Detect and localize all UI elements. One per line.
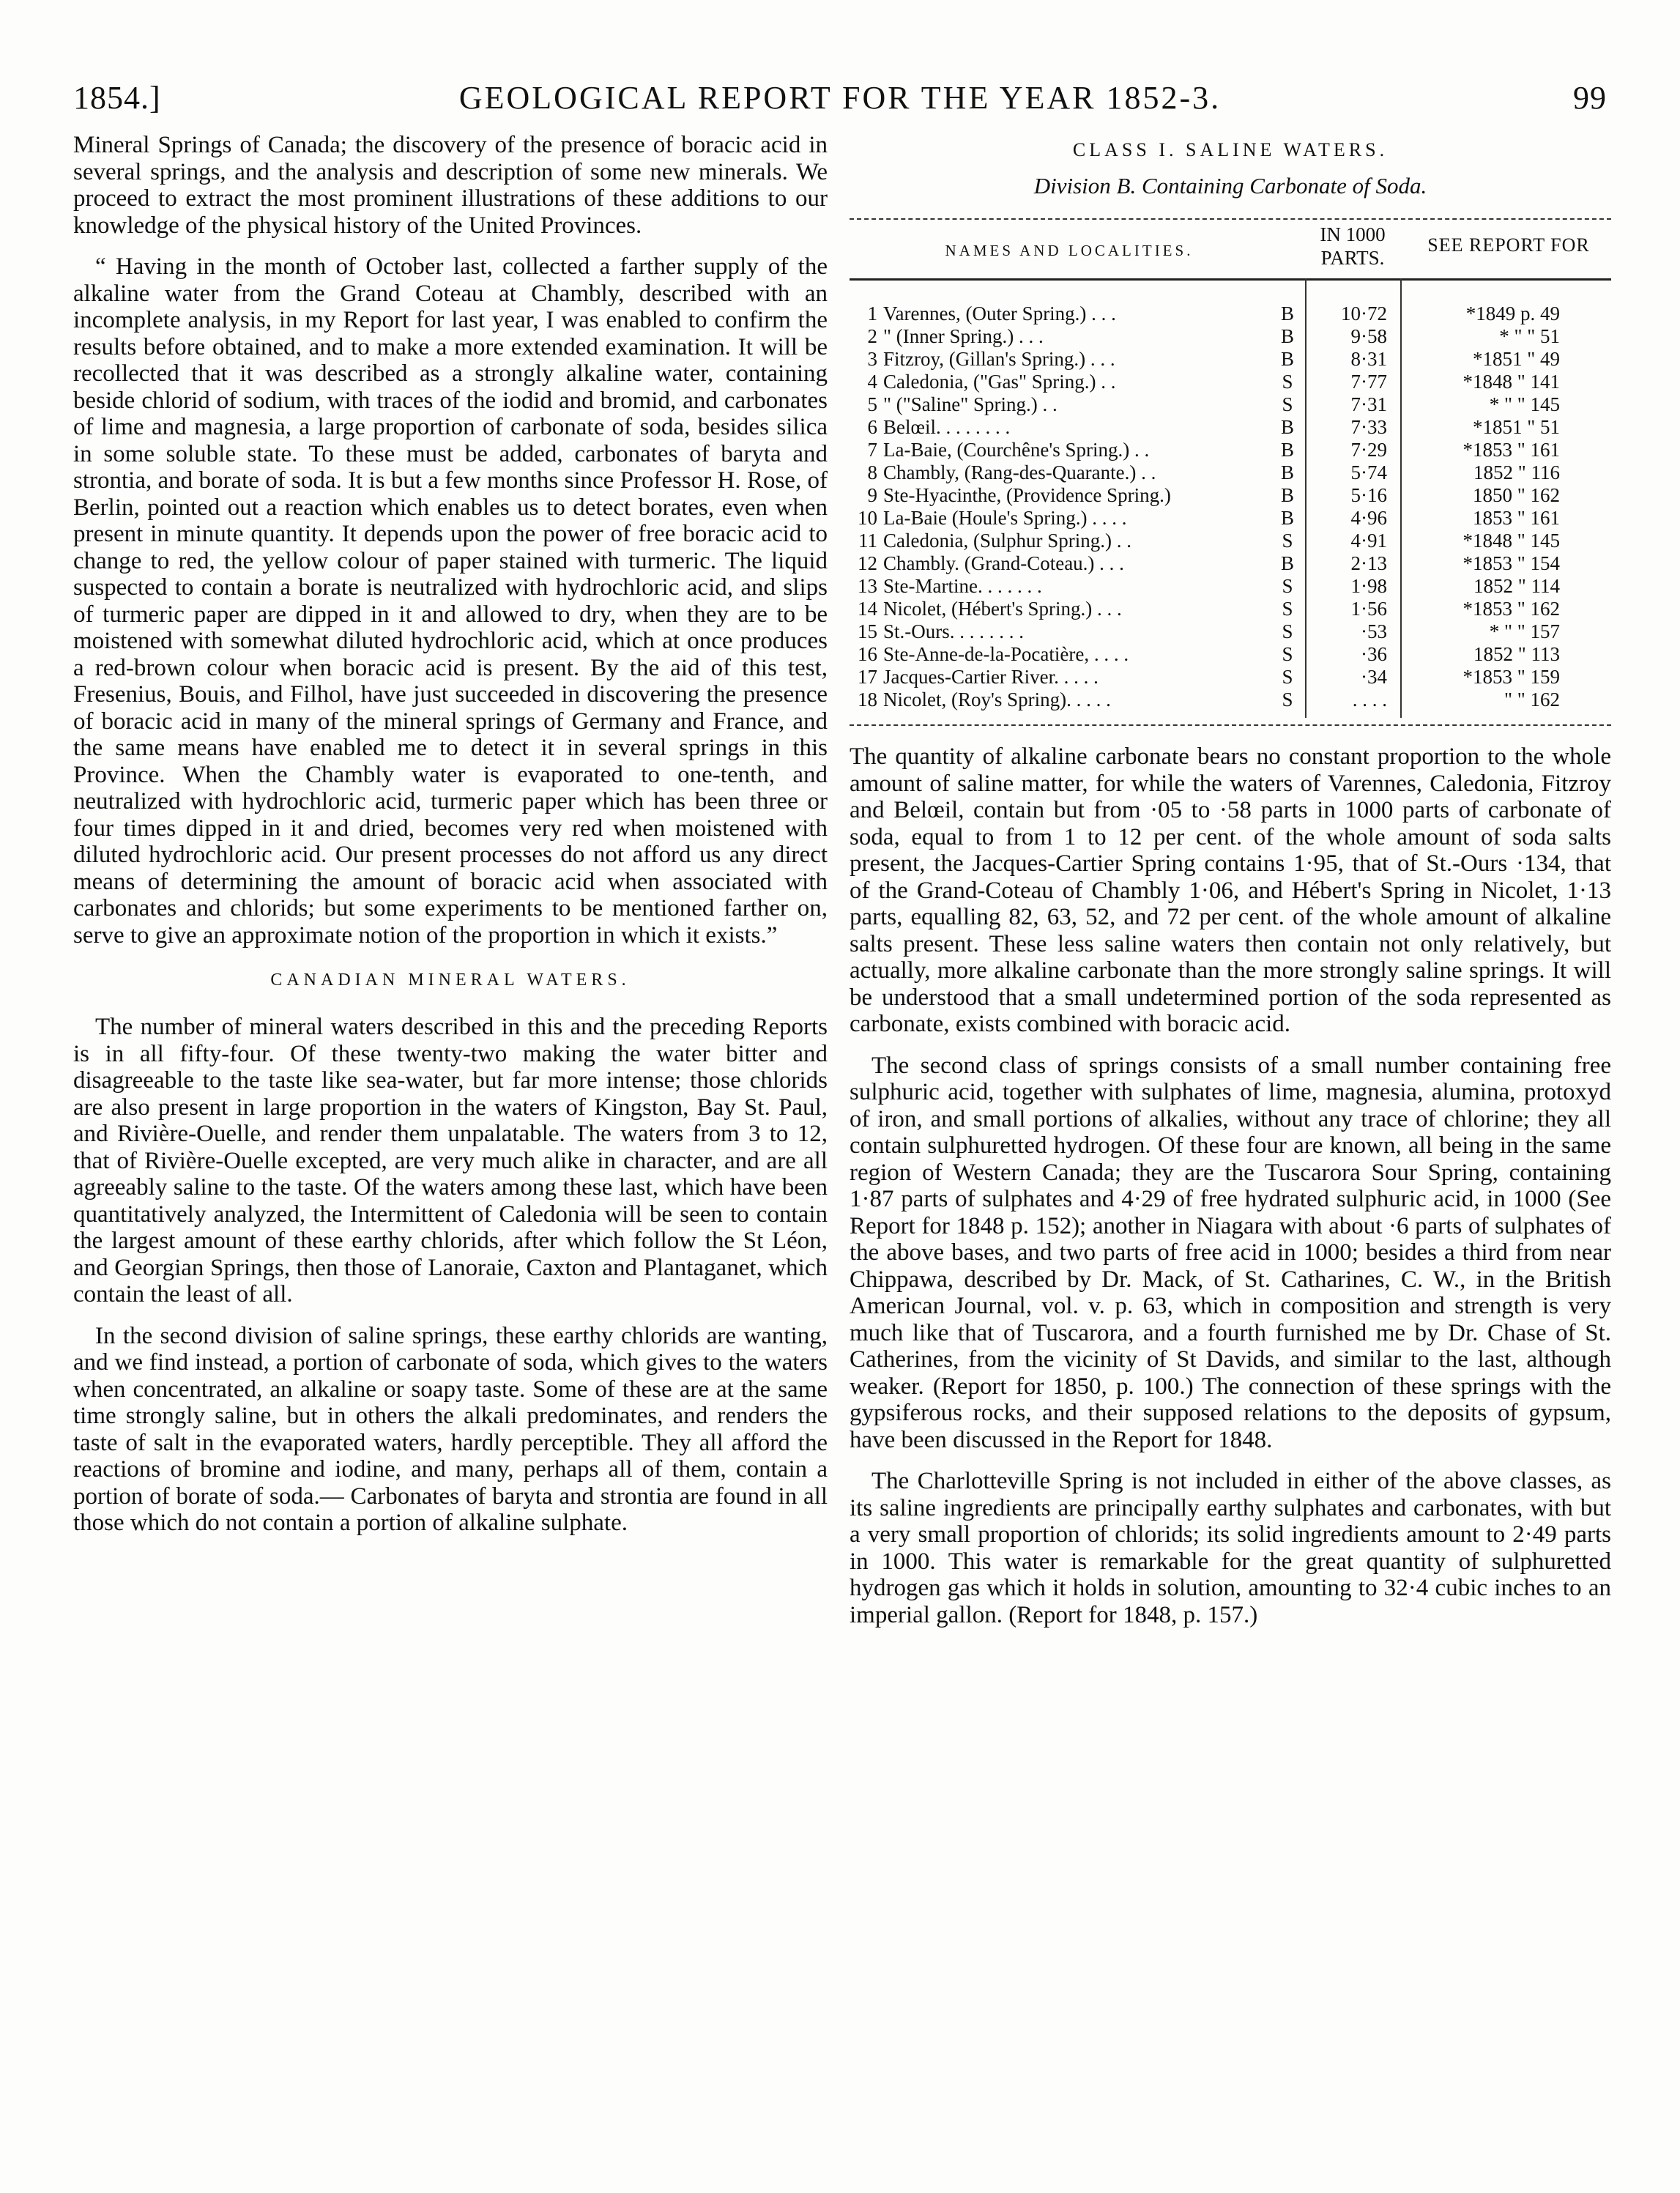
row-parts: ·36 [1361,643,1387,665]
row-locality: La-Baie, (Courchêne's Spring.) . . [883,439,1150,461]
table-row [850,507,1611,530]
row-reference: *1853 " 162 [1462,598,1560,620]
row-number: 9 [867,484,877,506]
row-number: 15 [858,620,877,642]
table-row [850,666,1611,689]
row-parts: 7·29 [1350,439,1387,461]
quoted-paragraph: “ Having in the month of October last, collected a farther supply of the alkaline water from the Grand Coteau at Chambly, described with an incomplete analysis, in my Report for last year, I was enabled to confirm the results before obtained, and to make a more extended examination. It will be recollected that it was described as a strongly alkaline water, containing beside chlorid of sodium, with traces of the iodid and bromid, and carbonates of lime and magnesia, a large proportion of carbonate of soda, besides silica in some soluble state. To these must be added, carbonates of baryta and strontia, and borate of soda. It is but a few months since Professor H. Rose, of Berlin, pointed out a reaction which enables us to detect borates, even when present in minute quantity. It depends upon the power of free boracic acid to change to red, the yellow colour of paper stained with turmeric. The liquid suspected to contain a borate is neutralized with hydrochloric acid, and slips of turmeric paper are dipped in it and allowed to dry, when they are to be moistened with somewhat diluted hydrochloric acid, which at once produces a red-brown colour when boracic acid is present. By the aid of this test, Fresenius, Bouis, and Filhol, have just succeeded in discovering the presence of boracic acid in many of the mineral springs of Germany and France, and the same means have enabled me to detect it in several springs in this Province. When the Chambly water is evaporated to one-tenth, and neutralized with hydrochloric acid, turmeric paper which has been three or four times dipped in it and dried, becomes very red when moistened with diluted hydrochloric acid. Our present processes do not afford us any direct means of determining the amount of boracic acid when associated with carbonates and chlorids; but some experiments to be mentioned farther on, serve to give an approximate notion of the proportion in which it exists.” [73,253,828,949]
row-number: 3 [867,348,877,370]
row-reference: 1852 " 116 [1473,461,1560,483]
row-parts: 5·16 [1350,484,1387,506]
row-reference: *1849 p. 49 [1465,303,1560,324]
table-row [850,620,1611,643]
table-footer-rule [850,717,1611,726]
row-reference: * " " 157 [1489,620,1560,642]
table-body [850,281,1611,711]
second-class-paragraph: The second class of springs consists of a small number containing free sulphuric acid, together with sulphates of lime, magnesia, alumina, protoxyd of iron, and small portions of alkalies, without any trace of chlorine; they all contain sulphuretted hydrogen. Of these four are known, all being in the same region of Western Canada; they are the Tuscarora Sour Spring, containing 1·87 parts of sulphates and 4·29 of free hydrated sulphuric acid, in 1000 (See Report for 1848 p. 152); another in Niagara with about ·6 parts of sulphates of the above bases, and two parts of free acid in 1000; besides a third from near Chippawa, described by Dr. Mack, of St. Catharines, C. W., in the British American Journal, vol. v. p. 63, which in composition and strength is very much like that of Tuscarora, and a fourth furnished me by Dr. Chase of St. Catherines, from the vicinity of St Davids, and similar to the last, although weaker. (Report for 1850, p. 100.) The connection of these springs with the gypsiferous rocks, and their supposed relations to the deposits of gypsum, have been discussed in the Report for 1848. [850,1052,1611,1453]
row-reference: *1848 " 145 [1462,530,1560,552]
row-locality: St.-Ours. . . . . . . . [883,620,1025,642]
column-header-parts-line2: PARTS. [1320,247,1385,269]
row-locality: Caledonia, (Sulphur Spring.) . . [883,530,1131,552]
table-row [850,689,1611,711]
row-class: B [1280,461,1294,483]
row-reference: 1850 " 162 [1472,484,1560,506]
row-reference: *1851 " 51 [1472,416,1560,438]
row-parts: 5·74 [1350,461,1387,483]
row-reference: *1853 " 159 [1462,666,1560,688]
table-title: CLASS I. SALINE WATERS. [1072,139,1389,160]
row-number: 11 [858,530,877,552]
row-class: S [1282,393,1293,415]
row-class: S [1282,666,1293,688]
running-header [73,79,1607,123]
row-number: 12 [858,552,877,574]
row-locality: Chambly. (Grand-Coteau.) . . . [883,552,1124,574]
row-locality: Ste-Anne-de-la-Pocatière, . . . . [883,643,1129,665]
row-number: 18 [858,689,877,710]
row-number: 14 [858,598,877,620]
column-header-parts [1305,223,1400,270]
row-number: 1 [867,303,877,324]
table-row [850,484,1611,507]
row-locality: Ste-Hyacinthe, (Providence Spring.) [883,484,1171,506]
column-rule [1400,278,1402,718]
saline-waters-table [850,218,1611,726]
row-locality: " ("Saline" Spring.) . . [883,393,1058,415]
row-parts: 9·58 [1350,325,1387,347]
table-row [850,530,1611,552]
row-parts: 7·31 [1350,393,1387,415]
second-division-paragraph: In the second division of saline springs, these earthy chlorids are wanting, and we find instead, a portion of carbonate of soda, which gives to the waters when concentrated, an alkaline or soapy taste. Some of these are at the same time strongly saline, but in others the alkali predominates, and renders the taste of salt in the evaporated waters, hardly perceptible. They all afford the reactions of bromine and iodine, and many, perhaps all of them, contain a portion of borate of soda.— Carbonates of baryta and strontia are found in all those which do not contain a portion of alkaline sulphate. [73,1322,828,1536]
row-parts: . . . . [1352,689,1387,710]
row-parts: 7·77 [1350,371,1387,393]
row-parts: 8·31 [1350,348,1387,370]
row-class: B [1280,348,1294,370]
row-reference: *1848 " 141 [1462,371,1560,393]
section-heading: CANADIAN MINERAL WATERS. [270,971,631,990]
alkaline-carbonate-paragraph: The quantity of alkaline carbonate bears no constant proportion to the whole amount of saline matter, for while the waters of Varennes, Caledonia, Fitzroy and Belœil, contain but from ·05 to ·58 parts in 1000 parts of carbonate of soda, equal to from 1 to 12 per cent. of the whole amount of soda salts present, the Jacques-Cartier Spring contains 1·95, that of St.-Ours ·134, that of the Grand-Coteau of Chambly 1·06, and Hébert's Spring in Nicolet, 1·13 parts, equalling 82, 63, 52, and 72 per cent. of the whole amount of alkaline salts present. These less saline waters then contain not only relatively, but actually, more alkaline carbonate than the more strongly saline springs. It will be understood that a small undetermined portion of the soda represented as carbonate, exists combined with boracic acid. [850,743,1611,1037]
row-number: 7 [867,439,877,461]
column-header-parts-line1: IN 1000 [1320,223,1386,245]
row-class: S [1282,620,1293,642]
page-number: 99 [1573,80,1607,116]
row-number: 10 [858,507,877,529]
row-locality: Jacques-Cartier River. . . . . [883,666,1099,688]
row-locality: Fitzroy, (Gillan's Spring.) . . . [883,348,1115,370]
row-parts: ·34 [1361,666,1387,688]
row-class: S [1282,530,1293,552]
row-locality: Nicolet, (Hébert's Spring.) . . . [883,598,1122,620]
row-locality: " (Inner Spring.) . . . [883,325,1044,347]
table-row [850,371,1611,393]
table-row [850,393,1611,416]
row-class: S [1282,643,1293,665]
row-number: 17 [858,666,877,688]
row-parts: 4·96 [1350,507,1387,529]
row-parts: 1·98 [1350,575,1387,597]
row-parts: 1·56 [1350,598,1387,620]
row-class: B [1280,439,1294,461]
row-class: S [1282,598,1293,620]
row-number: 6 [867,416,877,438]
row-reference: * " " 51 [1499,325,1560,347]
row-locality: Varennes, (Outer Spring.) . . . [883,303,1116,324]
row-locality: Nicolet, (Roy's Spring). . . . . [883,689,1111,710]
row-class: S [1282,371,1293,393]
column-header-names: NAMES AND LOCALITIES. [945,242,1194,259]
row-reference: *1851 " 49 [1472,348,1560,370]
row-locality: La-Baie (Houle's Spring.) . . . . [883,507,1127,529]
row-locality: Ste-Martine. . . . . . . [883,575,1042,597]
row-locality: Caledonia, ("Gas" Spring.) . . [883,371,1116,393]
charlotteville-paragraph: The Charlotteville Spring is not included in either of the above classes, as its saline ingredients are principally earthy sulphates and carbonates, with but a very small proportion of chlorids; its solid ingredients amount to 2·49 parts in 1000. This water is remarkable for the great quantity of sulphuretted hydrogen gas which it holds in solution, amounting to 32·4 cubic inches to an imperial gallon. (Report for 1848, p. 157.) [850,1468,1611,1628]
table-row [850,643,1611,666]
row-number: 16 [858,643,877,665]
row-class: B [1280,552,1294,574]
table-row [850,552,1611,575]
header-year: 1854.] [73,80,161,116]
table-row [850,461,1611,484]
table-header [850,218,1611,281]
row-class: B [1280,507,1294,529]
table-row [850,303,1611,325]
row-reference: *1853 " 154 [1462,552,1560,574]
row-parts: 4·91 [1350,530,1387,552]
left-column [73,132,828,1537]
table-row [850,348,1611,371]
row-reference: 1852 " 113 [1473,643,1560,665]
row-number: 5 [867,393,877,415]
row-parts: 2·13 [1350,552,1387,574]
row-reference: " " 162 [1504,689,1560,710]
row-class: S [1282,689,1293,710]
row-reference: 1853 " 161 [1472,507,1560,529]
row-parts: ·53 [1361,620,1387,642]
row-class: B [1280,303,1294,324]
row-reference: *1853 " 161 [1462,439,1560,461]
row-number: 4 [867,371,877,393]
row-class: B [1280,325,1294,347]
row-locality: Belœil. . . . . . . . [883,416,1011,438]
row-class: S [1282,575,1293,597]
row-reference: 1852 " 114 [1473,575,1560,597]
table-row [850,325,1611,348]
header-title: GEOLOGICAL REPORT FOR THE YEAR 1852-3. [458,80,1222,116]
table-row [850,598,1611,620]
column-rule [1305,278,1307,718]
row-parts: 10·72 [1341,303,1387,324]
row-reference: * " " 145 [1489,393,1560,415]
column-header-reference: SEE REPORT FOR [1427,234,1590,256]
row-class: B [1280,416,1294,438]
row-parts: 7·33 [1350,416,1387,438]
table-subtitle: Division B. Containing Carbonate of Soda. [1033,173,1427,198]
row-locality: Chambly, (Rang-des-Quarante.) . . [883,461,1156,483]
row-number: 13 [858,575,877,597]
table-row [850,439,1611,461]
row-class: B [1280,484,1294,506]
table-row [850,416,1611,439]
row-number: 2 [867,325,877,347]
intro-paragraph: Mineral Springs of Canada; the discovery of the presence of boracic acid in several springs, and the analysis and description of some new minerals. We proceed to extract the most prominent illustrations of these additions to our knowledge of the physical history of the United Provinces. [73,132,828,239]
mineral-waters-paragraph: The number of mineral waters described in this and the preceding Reports is in all fifty-four. Of these twenty-two making the water bitter and disagreeable to the taste like sea-water, but far more intense; those chlorids are also present in large proportion in the waters of Kingston, Bay St. Paul, and Rivière-Ouelle, and render them unpalatable. The waters from 3 to 12, that of Rivière-Ouelle excepted, are very much alike in character, and are all agreeably saline to the taste. Of the waters among these last, which have been quantitatively analyzed, the Intermittent of Caledonia will be seen to contain the largest amount of these earthy chlorids, after which follow the St Léon, and Georgian Springs, then those of Lanoraie, Caxton and Plantaganet, which contain the least of all. [73,1014,828,1307]
row-number: 8 [867,461,877,483]
table-row [850,575,1611,598]
right-column [850,132,1611,1628]
